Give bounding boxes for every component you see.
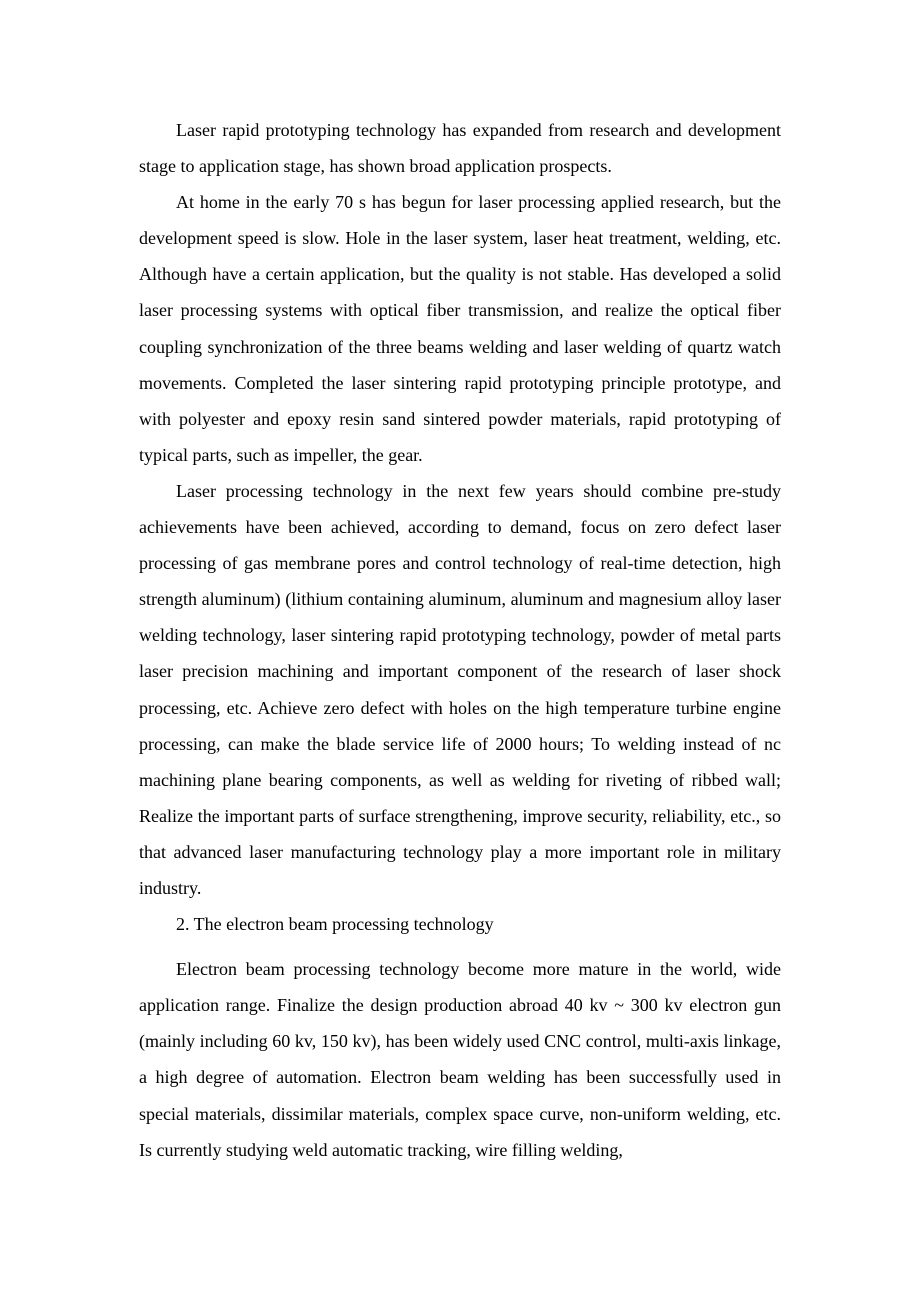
paragraph-future-focus: Laser processing technology in the next few years should combine pre-study achievements have been achieved, according to demand, focus on zero defect laser processing of gas membrane pores and control technology of real-time detection, high strength aluminum) (lithium containing aluminum, aluminum and magnesium alloy laser welding technology, laser sintering rapid prototyping technology, powder of metal parts laser precision machining and important component of the research of laser shock processing, etc. Achieve zero defect with holes on the high temperature turbine engine processing, can make the blade service life of 2000 hours; To welding instead of nc machining plane bearing components, as well as welding for riveting of ribbed wall; Realize the important parts of surface strengthening, improve security, reliability, etc., so that advanced laser manufacturing technology play a more important role in military industry. [139, 480, 781, 898]
paragraph-electron-beam: Electron beam processing technology become more mature in the world, wide application range. Finalize the design production abroad 40 kv ~ 300 kv electron gun (mainly including 60 kv, 150 kv), has been widely used CNC control, multi-axis linkage, a high degree of automation. Electron beam welding has been successfully used in special materials, dissimilar materials, complex space curve, non-uniform welding, etc. Is currently studying weld automatic tracking, wire filling welding, [139, 959, 781, 1160]
document-body [139, 112, 781, 1168]
paragraph-laser-prototyping: Laser rapid prototyping technology has expanded from research and development stage to application stage, has shown broad application prospects. [139, 120, 781, 177]
section-heading: 2. The electron beam processing technology [176, 914, 494, 935]
paragraph-domestic-research: At home in the early 70 s has begun for laser processing applied research, but the development speed is slow. Hole in the laser system, laser heat treatment, welding, etc. Although have a certain application, but the quality is not stable. Has developed a solid laser processing systems with optical fiber transmission, and realize the optical fiber coupling synchronization of the three beams welding and laser welding of quartz watch movements. Completed the laser sintering rapid prototyping principle prototype, and with polyester and epoxy resin sand sintered powder materials, rapid prototyping of typical parts, such as impeller, the gear. [139, 192, 781, 465]
